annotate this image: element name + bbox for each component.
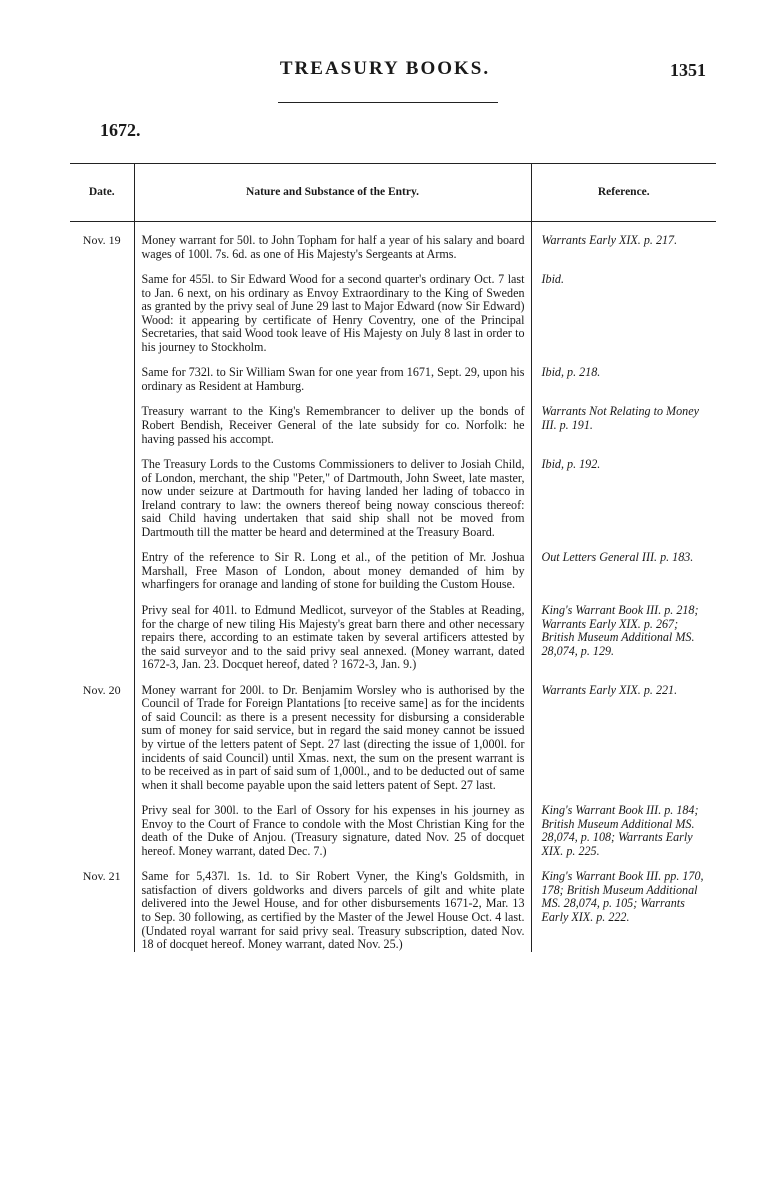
entry-text: The Treasury Lords to the Customs Commissioners to deliver to Josiah Child, of London, merchant, the ship "Peter," of Dartmouth, John Sweet, late master, now under seizure at Dartmouth for having landed her lading of tobacco in Ireland contrary to law: the owners thereof being noway conscious thereof: said Child having undertaken that said ship shall not be moved from Dartmouth till the matter be heard and determined at the Treasury Board. bbox=[134, 455, 531, 548]
entry-reference: King's Warrant Book III. p. 218; Warrants Early XIX. p. 267; British Museum Additional MS. 28,074, p. 129. bbox=[541, 603, 699, 658]
title-rule bbox=[278, 102, 498, 103]
entry-reference: Warrants Early XIX. p. 217. bbox=[541, 233, 678, 247]
entry-reference: Warrants Early XIX. p. 221. bbox=[541, 682, 678, 697]
entry-text: Same for 5,437l. 1s. 1d. to Sir Robert Vyner, the King's Goldsmith, in satisfaction of divers goldworks and divers parcels of gilt and white plate delivered into the Jewel House, and for other disbursements 1671-2, Mar. 13 to Sep. 30 following, as certified by the Master of the Jewel House Oct. 4 last. (Undated royal warrant for said privy seal. Treasury subscription, dated Nov. 18 of docquet hereof. Money warrant, dated Nov. 25.) bbox=[134, 867, 531, 951]
table-row bbox=[70, 548, 716, 601]
entry-text: Money warrant for 200l. to Dr. Benjamim Worsley who is authorised by the Council of Trade for Foreign Plantations [to receive same] as for the incidents of said Council: as there is a present necessity for disbursing a considerable sum of money for said service, but in regard the said money cannot be issued by virtue of the letters patent of Sept. 27 last (directing the issue of 1,000l. for incidents of said Council) until Xmas. next, the sum on the present warrant is to be received as in part of said sum of 1,000l., and to be deducted out of same when it shall become payable upon the said letters patent of Sept. 27 last. bbox=[134, 681, 531, 801]
entry-text: Same for 732l. to Sir William Swan for one year from 1671, Sept. 29, upon his ordinary as Resident at Hamburg. bbox=[134, 363, 531, 402]
running-title: TREASURY BOOKS. bbox=[279, 58, 491, 79]
table-header-row bbox=[70, 164, 716, 222]
entry-reference: Ibid. bbox=[541, 272, 565, 287]
table-row bbox=[70, 681, 716, 801]
entry-reference: King's Warrant Book III. pp. 170, 178; British Museum Additional MS. 28,074, p. 105; Warrants Early XIX. p. 222. bbox=[541, 869, 704, 924]
entry-text: Privy seal for 300l. to the Earl of Ossory for his expenses in his journey as Envoy to the Court of France to condole with the Most Christian King for the death of the Duke of Anjou. (Treasury signature, dated Nov. 25 of docquet hereof. Money warrant, dated Dec. 7.) bbox=[134, 801, 531, 867]
entry-date bbox=[70, 402, 134, 455]
entry-date: Nov. 21 bbox=[82, 869, 121, 884]
column-header-entry: Nature and Substance of the Entry. bbox=[134, 164, 531, 222]
table-row bbox=[70, 270, 716, 363]
table-row bbox=[70, 601, 716, 681]
entry-reference: Ibid, p. 218. bbox=[541, 365, 601, 380]
entry-reference: Warrants Not Relating to Money III. p. 191. bbox=[541, 404, 699, 433]
table-row bbox=[70, 222, 716, 271]
page-number: 1351 bbox=[670, 60, 706, 80]
entry-text: Treasury warrant to the King's Remembrancer to deliver up the bonds of Robert Bendish, Receiver General of the late subsidy for co. Norfolk: he having passed his accompt. bbox=[134, 402, 531, 455]
table-row bbox=[70, 455, 716, 548]
entry-date: Nov. 20 bbox=[82, 682, 121, 697]
entry-date bbox=[70, 548, 134, 601]
entry-reference: Ibid, p. 192. bbox=[541, 457, 601, 472]
entry-text: Privy seal for 401l. to Edmund Medlicot, surveyor of the Stables at Reading, for the charge of new tiling His Majesty's great barn there and other necessary repairs there, according to an estimate taken by several artificers attested by the said surveyor and to the said privy seal annexed. (Money warrant, dated 1672-3, Jan. 23. Docquet hereof, dated ? 1672-3, Jan. 9.) bbox=[134, 601, 531, 681]
entry-date bbox=[70, 601, 134, 681]
column-header-date: Date. bbox=[70, 164, 134, 222]
column-header-reference: Reference. bbox=[531, 164, 716, 222]
entry-date bbox=[70, 455, 134, 548]
table-row bbox=[70, 867, 716, 951]
entry-date: Nov. 19 bbox=[82, 233, 121, 247]
table-row bbox=[70, 801, 716, 867]
table-row bbox=[70, 402, 716, 455]
year-heading: 1672. bbox=[100, 120, 141, 140]
entry-date bbox=[70, 270, 134, 363]
entry-date bbox=[70, 801, 134, 867]
entry-reference: Out Letters General III. p. 183. bbox=[541, 550, 694, 565]
entry-date bbox=[70, 363, 134, 402]
entries-table bbox=[70, 163, 716, 952]
entry-text: Money warrant for 50l. to John Topham for half a year of his salary and board wages of 100l. 7s. 6d. as one of His Majesty's Sergeants at Arms. bbox=[134, 222, 531, 271]
entry-text: Entry of the reference to Sir R. Long et al., of the petition of Mr. Joshua Marshall, Free Mason of London, about money demanded of him by wharfingers for oranage and landing of stone for building the Custom House. bbox=[134, 548, 531, 601]
table-row bbox=[70, 363, 716, 402]
entry-text: Same for 455l. to Sir Edward Wood for a second quarter's ordinary Oct. 7 last to Jan. 6 next, on his ordinary as Envoy Extraordinary to the King of Sweden as granted by the privy seal of June 29 last to Major Edward (now Sir Edward) Wood: it appearing by certificate of Henry Coventry, one of the Principal Secretaries, that said Wood took leave of His Majesty on July 8 last in order to his journey to Stockholm. bbox=[134, 270, 531, 363]
entry-reference: King's Warrant Book III. p. 184; British Museum Additional MS. 28,074, p. 108; Warrants Early XIX. p. 225. bbox=[541, 803, 699, 858]
